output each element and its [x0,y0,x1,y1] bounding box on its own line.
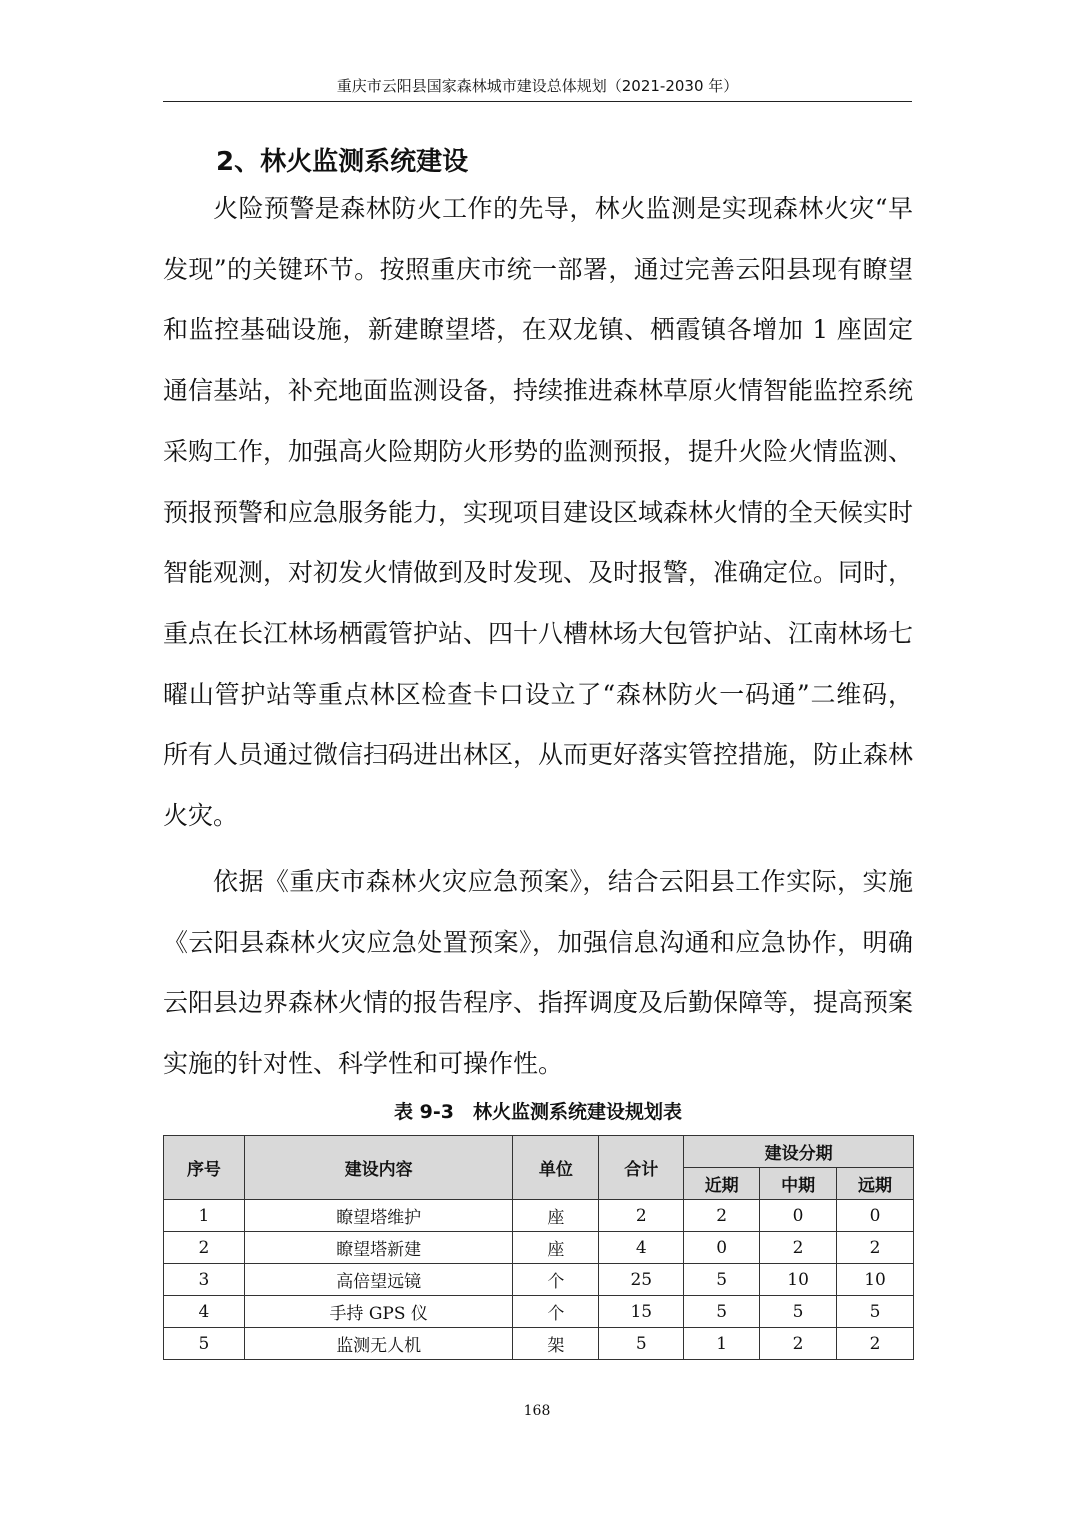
section-title: 2、林火监测系统建设 [216,147,469,177]
page-number: 168 [523,1403,551,1419]
cell-near: 5 [684,1264,760,1296]
cell-no: 2 [164,1232,245,1264]
paragraph-2: 依据《重庆市森林火灾应急预案》，结合云阳县工作实际，实施《云阳县森林火灾应急处置预案》，加强信息沟通和应急协作，明确云阳县边界森林火情的报告程序、指挥调度及后勤保障等，提高预案实施的针对性、科学性和可操作性。 [163,867,914,1079]
cell-content: 监测无人机 [244,1328,513,1360]
header-far: 远期 [837,1168,914,1200]
table-row [164,1296,914,1328]
cell-near: 2 [684,1200,760,1232]
cell-total: 4 [599,1232,684,1264]
cell-mid: 0 [760,1200,837,1232]
cell-no: 1 [164,1200,245,1232]
cell-far: 10 [837,1264,914,1296]
cell-content: 瞭望塔新建 [244,1232,513,1264]
header-near: 近期 [684,1168,760,1200]
cell-no: 5 [164,1328,245,1360]
cell-total: 25 [599,1264,684,1296]
cell-mid: 5 [760,1296,837,1328]
page-header: 重庆市云阳县国家森林城市建设总体规划（2021-2030 年） [163,74,912,102]
cell-content: 高倍望远镜 [244,1264,513,1296]
cell-unit: 个 [513,1296,599,1328]
header-mid: 中期 [760,1168,837,1200]
cell-total: 2 [599,1200,684,1232]
header-phase: 建设分期 [684,1136,914,1168]
table-row [164,1264,914,1296]
header-unit: 单位 [513,1136,599,1200]
table-row [164,1232,914,1264]
cell-total: 5 [599,1328,684,1360]
cell-mid: 10 [760,1264,837,1296]
cell-content: 手持 GPS 仪 [244,1296,513,1328]
cell-no: 4 [164,1296,245,1328]
cell-far: 2 [837,1232,914,1264]
cell-no: 3 [164,1264,245,1296]
cell-near: 5 [684,1296,760,1328]
cell-far: 0 [837,1200,914,1232]
cell-unit: 架 [513,1328,599,1360]
cell-total: 15 [599,1296,684,1328]
cell-unit: 个 [513,1264,599,1296]
table-row [164,1200,914,1232]
cell-unit: 座 [513,1232,599,1264]
construction-plan-table [163,1135,914,1360]
cell-content: 瞭望塔维护 [244,1200,513,1232]
cell-near: 0 [684,1232,760,1264]
cell-unit: 座 [513,1200,599,1232]
cell-far: 2 [837,1328,914,1360]
paragraph-1: 火险预警是森林防火工作的先导，林火监测是实现森林火灾“早发现”的关键环节。按照重庆市统一部署，通过完善云阳县现有瞭望和监控基础设施，新建瞭望塔，在双龙镇、栖霞镇各增加 1 座固定通信基站，补充地面监测设备，持续推进森林草原火情智能监控系统采购工作，加强高火险期防火形势的监测预报，提升火险火情监测、预报预警和应急服务能力，实现项目建设区域森林火情的全天候实时智能观测，对初发火情做到及时发现、及时报警，准确定位。同时，重点在长江林场栖霞管护站、四十八槽林场大包管护站、江南林场七曜山管护站等重点林区检查卡口设立了“森林防火一码通”二维码，所有人员通过微信扫码进出林区，从而更好落实管控措施，防止森林火灾。 [163,194,914,831]
cell-mid: 2 [760,1232,837,1264]
cell-far: 5 [837,1296,914,1328]
table-header-row [164,1136,914,1168]
header-content: 建设内容 [244,1136,513,1200]
table-row [164,1328,914,1360]
header-total: 合计 [599,1136,684,1200]
header-no: 序号 [164,1136,245,1200]
cell-near: 1 [684,1328,760,1360]
cell-mid: 2 [760,1328,837,1360]
table-caption: 表 9-3 林火监测系统建设规划表 [394,1101,682,1123]
